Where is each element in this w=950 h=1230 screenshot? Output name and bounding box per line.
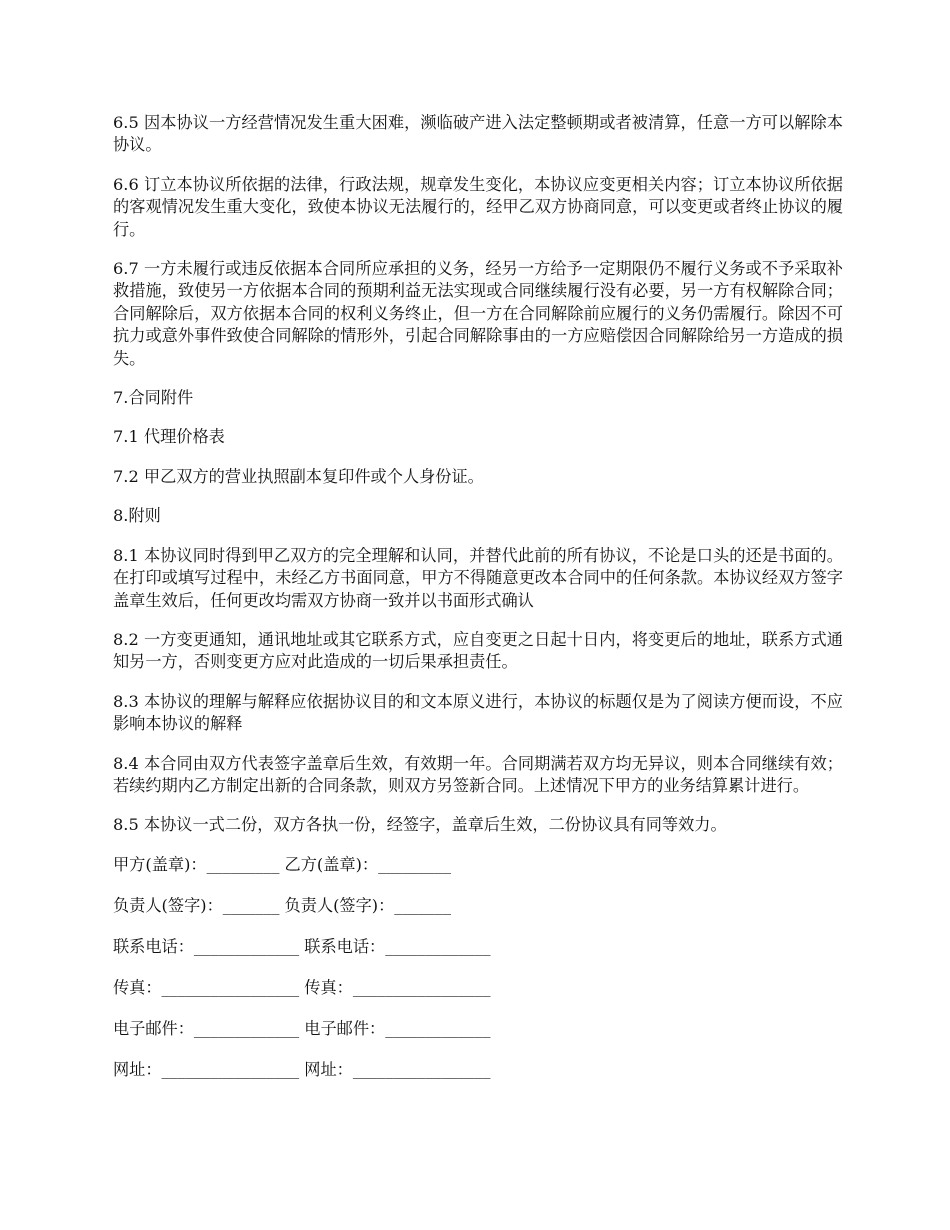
clause-7-2: 7.2 甲乙双方的营业执照副本复印件或个人身份证。 (113, 466, 484, 486)
clause-8-4: 8.4 本合同由双方代表签字盖章后生效，有效期一年。合同期满若双方均无异议，则本合同继续有效；若续约期内乙方制定出新的合同条款，则双方另签新合同。上述情况下甲方的业务结算累计进行。 (113, 753, 843, 795)
signature-line-email: 电子邮件：_____________ 电子邮件：_____________ (113, 1018, 491, 1038)
document-page (113, 112, 843, 1100)
clause-8-5: 8.5 本协议一式二份，双方各执一份，经签字，盖章后生效，二份协议具有同等效力。 (113, 815, 727, 835)
clause-8-3: 8.3 本协议的理解与解释应依据协议目的和文本原义进行，本协议的标题仅是为了阅读方便而设，不应影响本协议的解释 (113, 691, 843, 734)
clause-7-1: 7.1 代理价格表 (113, 427, 225, 447)
signature-line-fax: 传真：_________________ 传真：_________________ (113, 977, 491, 997)
clause-6-6: 6.6 订立本协议所依据的法律，行政法规，规章发生变化，本协议应变更相关内容；订立本协议所依据的客观情况发生重大变化，致使本协议无法履行的，经甲乙双方协商同意，可以变更或者终止协议的履行。 (113, 174, 843, 239)
clause-6-7: 6.7 一方未履行或违反依据本合同所应承担的义务，经另一方给予一定期限仍不履行义务或不予采取补救措施，致使另一方依据本合同的预期利益无法实现或合同继续履行没有必要，另一方有权解除合同；合同解除后，双方依据本合同的权利义务终止，但一方在合同解除前应履行的义务仍需履行。除因不可抗力或意外事件致使合同解除的情形外，引起合同解除事由的一方应赔偿因合同解除给另一方造成的损失。 (113, 259, 843, 368)
signature-line-person: 负责人(签字)：_______ 负责人(签字)：_______ (113, 895, 451, 915)
clause-6-5: 6.5 因本协议一方经营情况发生重大困难，濒临破产进入法定整顿期或者被清算，任意一方可以解除本协议。 (113, 113, 843, 155)
signature-line-phone: 联系电话：_____________ 联系电话：_____________ (113, 936, 491, 956)
clause-8-1: 8.1 本协议同时得到甲乙双方的完全理解和认同，并替代此前的所有协议，不论是口头的还是书面的。在打印或填写过程中，未经乙方书面同意，甲方不得随意更改本合同中的任何条款。本协议经双方签字盖章生效后，任何更改均需双方协商一致并以书面形式确认 (113, 545, 843, 610)
section-7-heading: 7.合同附件 (113, 388, 194, 408)
signature-line-seal: 甲方(盖章)：_________ 乙方(盖章)：_________ (113, 854, 451, 874)
section-8-heading: 8.附则 (113, 506, 161, 526)
signature-line-website: 网址：_________________ 网址：_________________ (113, 1059, 491, 1079)
signature-block (113, 854, 843, 1081)
clause-8-2: 8.2 一方变更通知，通讯地址或其它联系方式，应自变更之日起十日内，将变更后的地址，联系方式通知另一方，否则变更方应对此造成的一切后果承担责任。 (113, 629, 843, 672)
